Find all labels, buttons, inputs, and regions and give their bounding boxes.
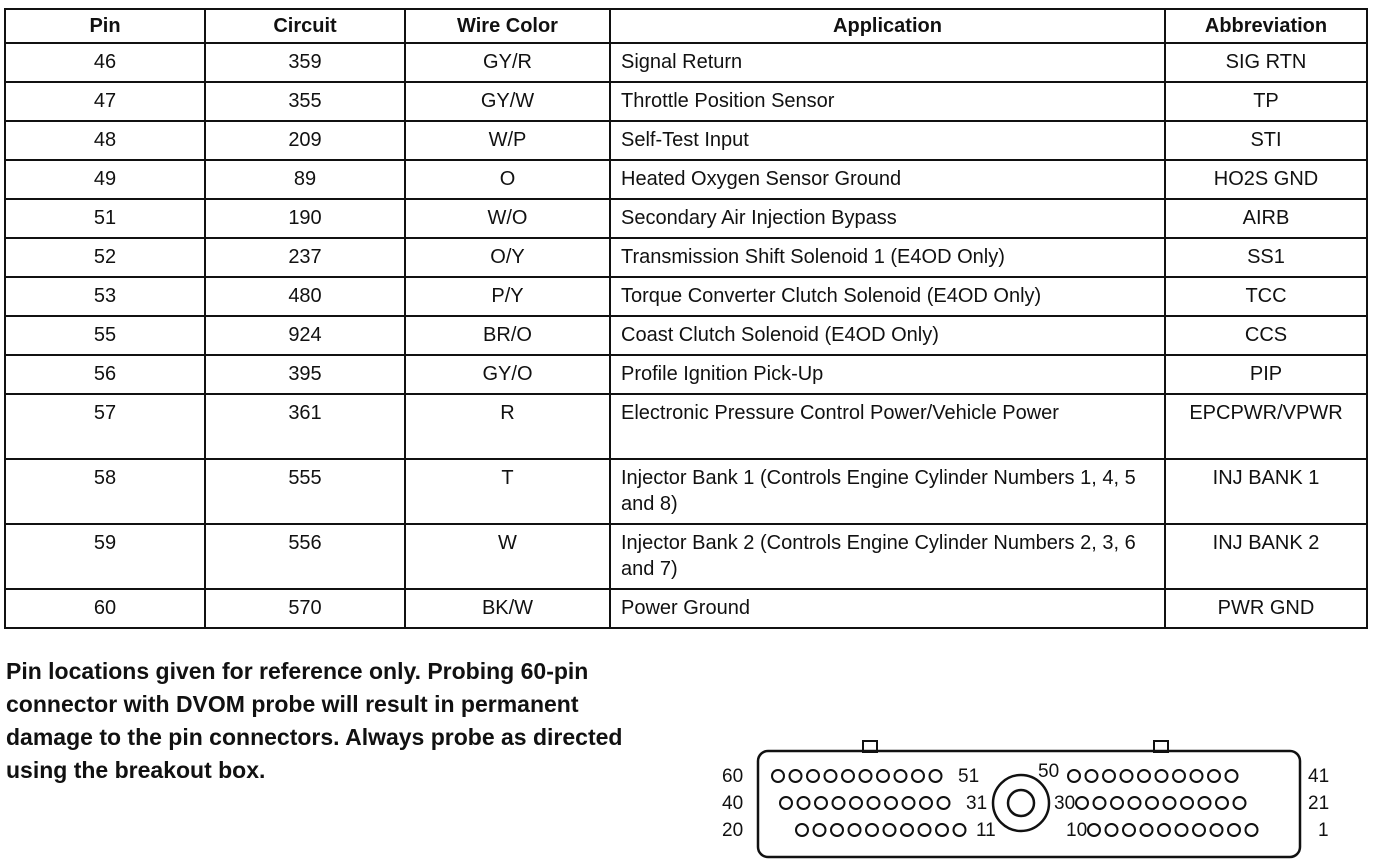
cell-wire-color: W/P [405,121,610,160]
connector-pin [1216,797,1228,809]
cell-application: Profile Ignition Pick-Up [610,355,1165,394]
cell-wire-color: GY/O [405,355,610,394]
cell-application: Coast Clutch Solenoid (E4OD Only) [610,316,1165,355]
connector-pin [1141,824,1153,836]
cell-circuit: 556 [205,524,405,589]
connector-pin [954,824,966,836]
cell-application: Transmission Shift Solenoid 1 (E4OD Only) [610,238,1165,277]
cell-abbreviation: EPCPWR/VPWR [1165,394,1367,459]
connector-pin [780,797,792,809]
connector-pin [1086,770,1098,782]
connector-pin [885,797,897,809]
connector-pin [938,797,950,809]
table-row [5,43,1367,82]
header-application: Application [610,9,1165,43]
connector-pin [936,824,948,836]
cell-wire-color: O/Y [405,238,610,277]
label-pin-1: 1 [1318,820,1329,841]
connector-pin [831,824,843,836]
connector-pin [1106,824,1118,836]
cell-circuit: 395 [205,355,405,394]
table-row [5,589,1367,628]
connector-pin [1156,770,1168,782]
cell-wire-color: BK/W [405,589,610,628]
cell-abbreviation: HO2S GND [1165,160,1367,199]
connector-pin [1199,797,1211,809]
cell-pin: 60 [5,589,205,628]
cell-abbreviation: TP [1165,82,1367,121]
connector-pin [1158,824,1170,836]
connector-pin [920,797,932,809]
cell-application: Torque Converter Clutch Solenoid (E4OD Only) [610,277,1165,316]
cell-circuit: 190 [205,199,405,238]
connector-body [758,751,1300,857]
connector-pin [1226,770,1238,782]
connector-pin [815,797,827,809]
label-pin-20: 20 [722,820,744,841]
connector-pin [1076,797,1088,809]
connector-pin [814,824,826,836]
reference-note: Pin locations given for reference only. Probing 60-pin connector with DVOM probe will result in permanent damage to the pin connectors. Always probe as directed using the breakout box. [6,658,623,783]
cell-wire-color: P/Y [405,277,610,316]
table-row [5,121,1367,160]
table-row [5,394,1367,459]
header-wire-color: Wire Color [405,9,610,43]
label-pin-21: 21 [1308,793,1330,814]
cell-abbreviation: INJ BANK 1 [1165,459,1367,524]
label-pin-50: 50 [1038,761,1060,782]
connector-pin [842,770,854,782]
cell-circuit: 237 [205,238,405,277]
cell-wire-color: T [405,459,610,524]
connector-pin [919,824,931,836]
connector-pin [1138,770,1150,782]
connector-pin [1193,824,1205,836]
connector-pin [901,824,913,836]
connector-pin [1164,797,1176,809]
cell-circuit: 89 [205,160,405,199]
cell-abbreviation: PIP [1165,355,1367,394]
cell-wire-color: W [405,524,610,589]
label-pin-31: 31 [966,793,988,814]
connector-pin [849,824,861,836]
connector-pin [1211,824,1223,836]
cell-wire-color: GY/W [405,82,610,121]
cell-abbreviation: INJ BANK 2 [1165,524,1367,589]
table-row [5,82,1367,121]
connector-pin [850,797,862,809]
cell-wire-color: O [405,160,610,199]
connector-pin [1191,770,1203,782]
connector-pin [1068,770,1080,782]
connector-pin [1123,824,1135,836]
cell-wire-color: GY/R [405,43,610,82]
connector-diagram [720,735,1340,862]
header-abbreviation: Abbreviation [1165,9,1367,43]
header-circuit: Circuit [205,9,405,43]
connector-pin [1208,770,1220,782]
connector-pin [1094,797,1106,809]
connector-pin [1181,797,1193,809]
cell-pin: 59 [5,524,205,589]
cell-pin: 56 [5,355,205,394]
cell-application: Injector Bank 1 (Controls Engine Cylinder Numbers 1, 4, 5 and 8) [610,459,1165,524]
table-row [5,160,1367,199]
cell-pin: 53 [5,277,205,316]
connector-pin [833,797,845,809]
cell-pin: 57 [5,394,205,459]
cell-abbreviation: CCS [1165,316,1367,355]
cell-pin: 58 [5,459,205,524]
connector-pin [860,770,872,782]
cell-abbreviation: STI [1165,121,1367,160]
connector-pin [1176,824,1188,836]
label-pin-10: 10 [1066,820,1088,841]
connector-pin [798,797,810,809]
connector-pin [1103,770,1115,782]
cell-wire-color: R [405,394,610,459]
connector-key-inner [1008,790,1034,816]
connector-pin [877,770,889,782]
cell-wire-color: BR/O [405,316,610,355]
label-pin-60: 60 [722,766,744,787]
table-body [5,43,1367,628]
connector-pin [866,824,878,836]
cell-circuit: 570 [205,589,405,628]
header-pin: Pin [5,9,205,43]
connector-pin [903,797,915,809]
cell-application: Heated Oxygen Sensor Ground [610,160,1165,199]
cell-pin: 48 [5,121,205,160]
connector-pins [772,770,1258,836]
connector-pin [790,770,802,782]
table-row [5,524,1367,589]
label-pin-40: 40 [722,793,744,814]
cell-abbreviation: SS1 [1165,238,1367,277]
cell-circuit: 480 [205,277,405,316]
connector-pin [868,797,880,809]
cell-application: Electronic Pressure Control Power/Vehicle Power [610,394,1165,459]
cell-circuit: 209 [205,121,405,160]
connector-pin [930,770,942,782]
cell-circuit: 555 [205,459,405,524]
connector-pin [912,770,924,782]
connector-pin [1121,770,1133,782]
connector-pin [796,824,808,836]
connector-pin [1234,797,1246,809]
label-pin-51: 51 [958,766,980,787]
table-row [5,355,1367,394]
connector-pin [1088,824,1100,836]
table-row [5,238,1367,277]
connector-pin [807,770,819,782]
cell-circuit: 355 [205,82,405,121]
cell-wire-color: W/O [405,199,610,238]
cell-pin: 47 [5,82,205,121]
cell-pin: 52 [5,238,205,277]
cell-application: Secondary Air Injection Bypass [610,199,1165,238]
connector-pin [895,770,907,782]
connector-pin [1129,797,1141,809]
label-pin-41: 41 [1308,766,1330,787]
table-header-row [5,9,1367,43]
connector-pin [1228,824,1240,836]
cell-pin: 55 [5,316,205,355]
cell-application: Injector Bank 2 (Controls Engine Cylinder Numbers 2, 3, 6 and 7) [610,524,1165,589]
table-row [5,459,1367,524]
cell-abbreviation: TCC [1165,277,1367,316]
connector-pin [1173,770,1185,782]
connector-pin [772,770,784,782]
cell-application: Throttle Position Sensor [610,82,1165,121]
cell-circuit: 359 [205,43,405,82]
cell-circuit: 924 [205,316,405,355]
label-pin-11: 11 [976,820,996,841]
connector-pin [825,770,837,782]
cell-abbreviation: AIRB [1165,199,1367,238]
cell-application: Self-Test Input [610,121,1165,160]
connector-pin [1111,797,1123,809]
cell-application: Power Ground [610,589,1165,628]
pin-table [4,8,1368,629]
cell-pin: 46 [5,43,205,82]
table-row [5,199,1367,238]
cell-pin: 49 [5,160,205,199]
cell-pin: 51 [5,199,205,238]
table-row [5,316,1367,355]
connector-key-outer [993,775,1049,831]
connector-pin [1246,824,1258,836]
cell-application: Signal Return [610,43,1165,82]
label-pin-30: 30 [1054,793,1076,814]
cell-circuit: 361 [205,394,405,459]
cell-abbreviation: PWR GND [1165,589,1367,628]
connector-pin [1146,797,1158,809]
connector-pin [884,824,896,836]
cell-abbreviation: SIG RTN [1165,43,1367,82]
table-row [5,277,1367,316]
